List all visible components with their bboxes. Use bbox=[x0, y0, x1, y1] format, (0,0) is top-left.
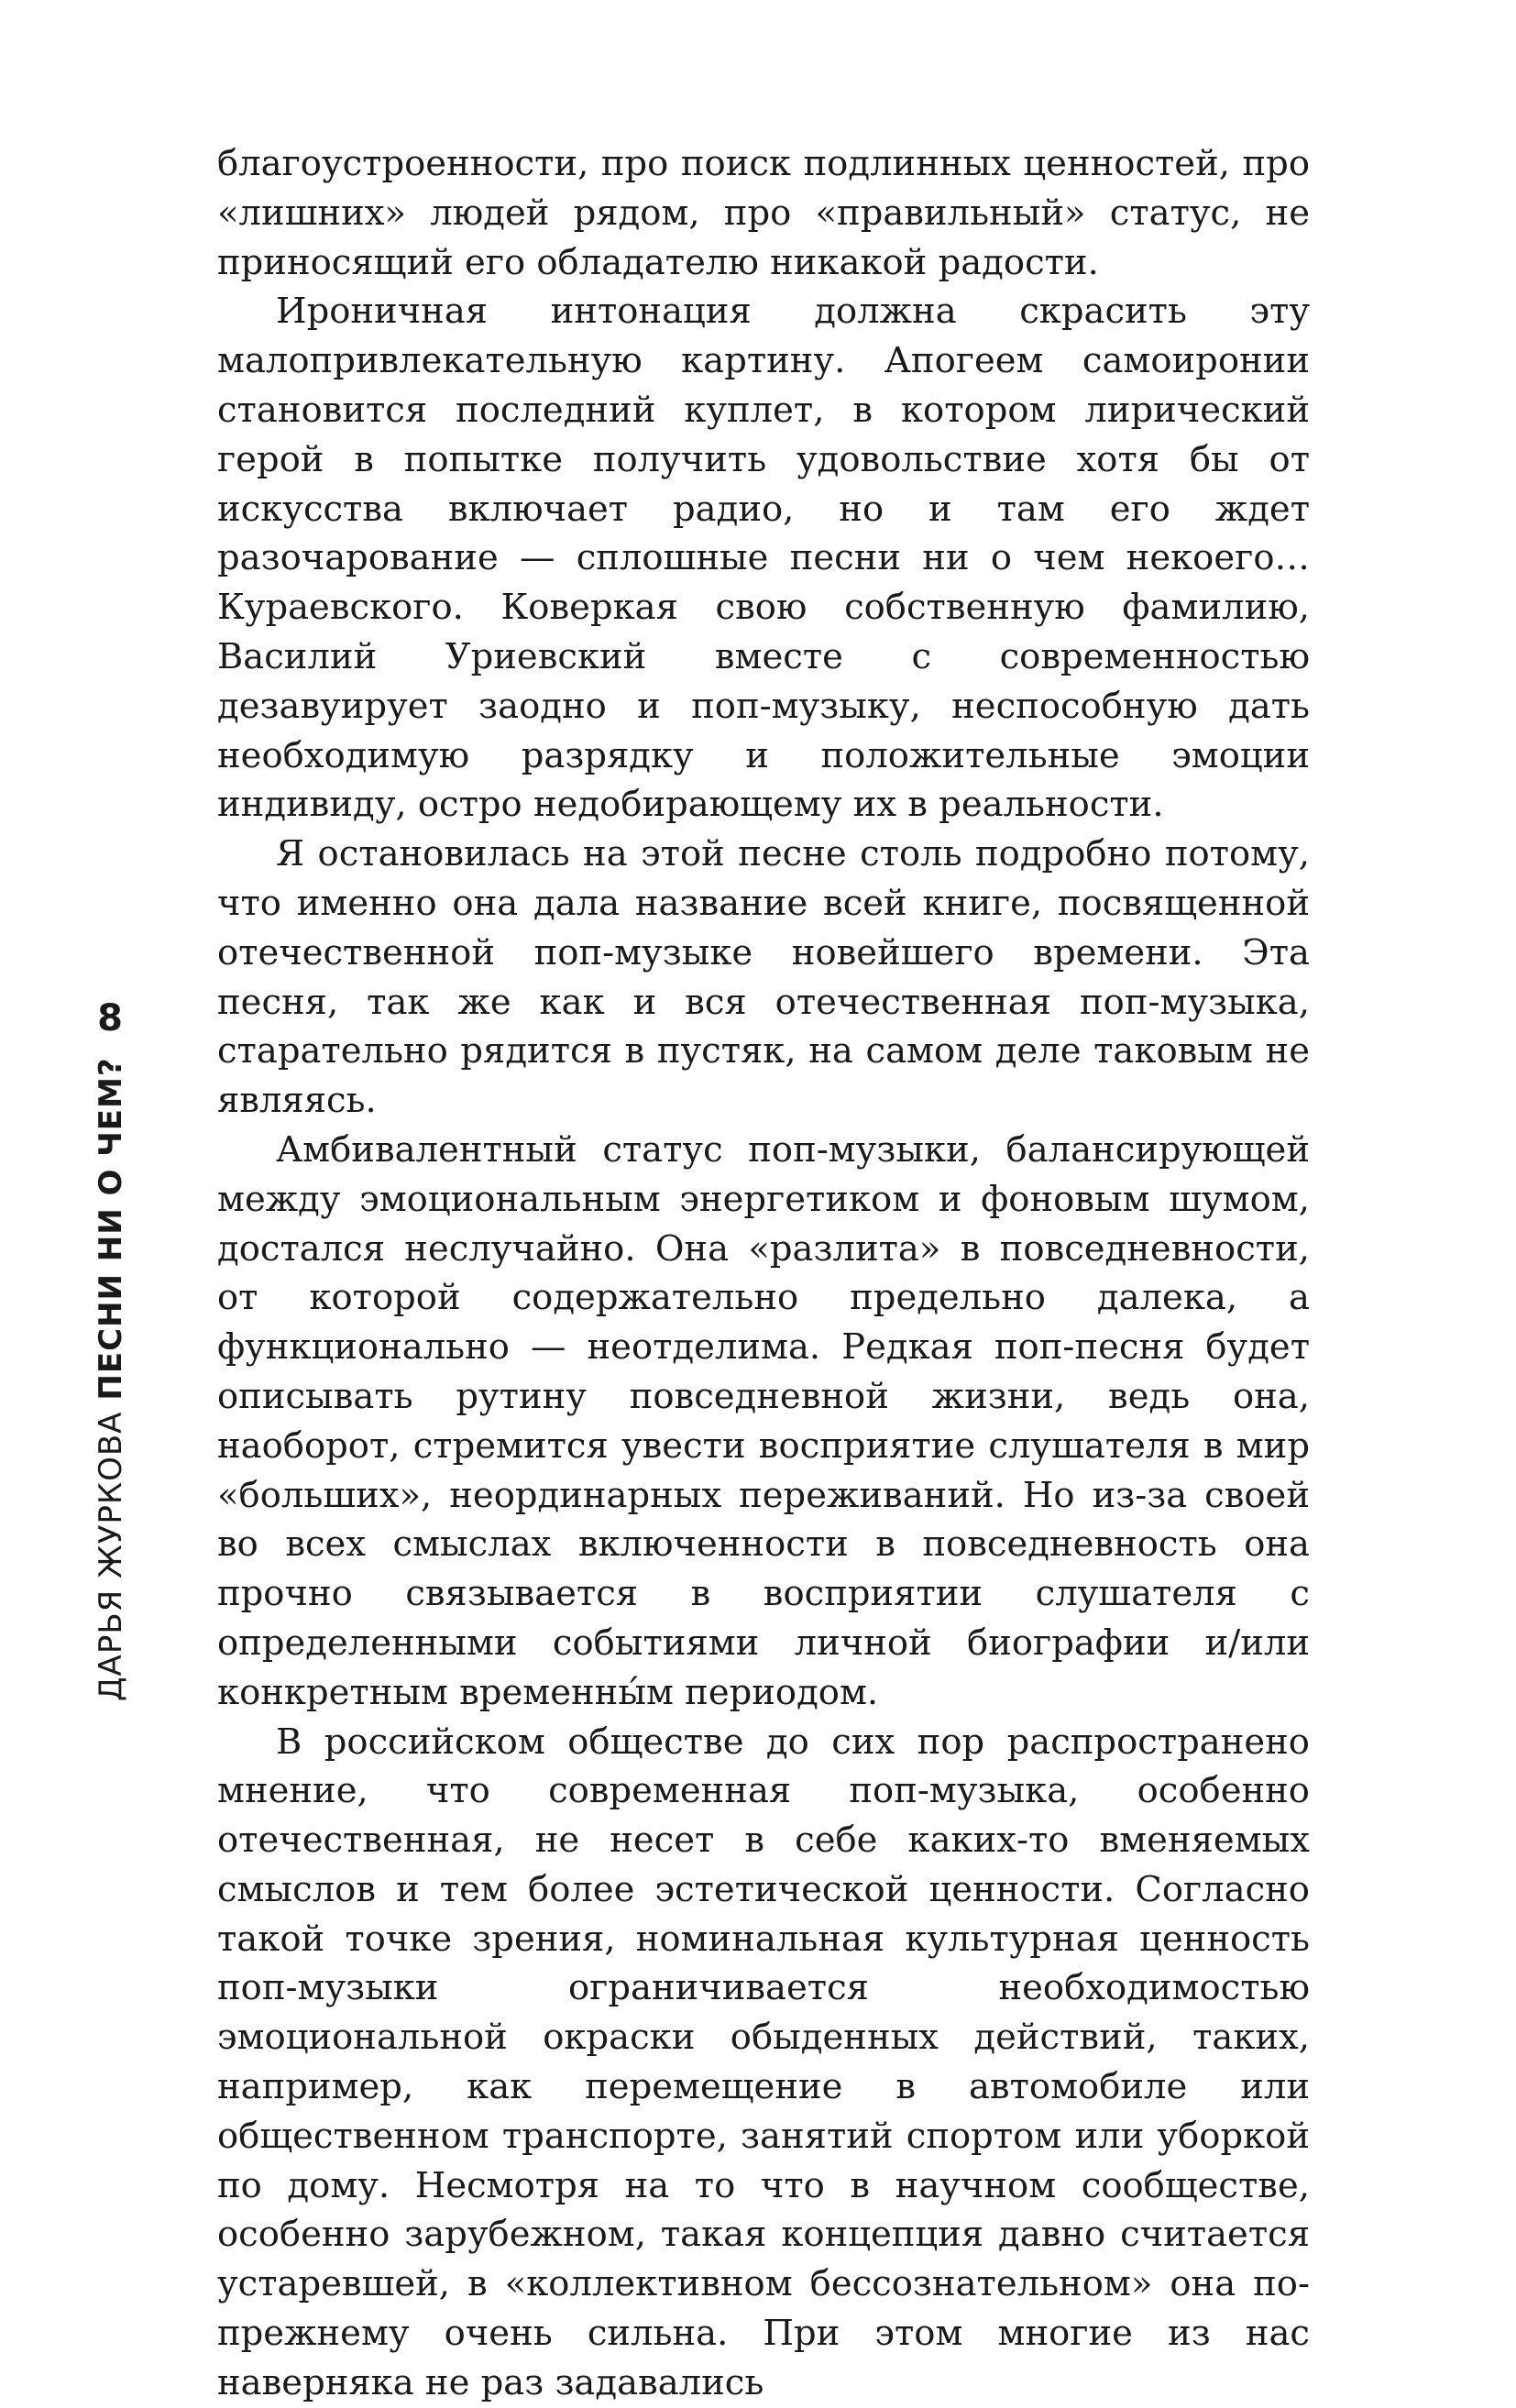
running-head-author: ДАРЬЯ ЖУРКОВА bbox=[93, 1411, 129, 1701]
paragraph: Ироничная интонация должна скрасить эту малопривлекательную картину. Апогеем самоиронии становится последний куплет, в котором лирический герой в попытке получить удовольствие хотя бы от искусства включает радио, но и там его ждет разочарование — сплошные песни ни о чем некоего… Кураевского. Коверкая свою собственную фамилию, Василий Уриевский вместе с современностью дезавуирует заодно и поп-музыку, неспособную дать необходимую разрядку и положительные эмоции индивиду, остро недобирающему их в реальности. bbox=[217, 291, 1310, 826]
paragraph: В российском обществе до сих пор распространено мнение, что современная поп-музыка, особенно отечественная, не несет в себе каких-то вменяемых смыслов и тем более эстетической ценности. Согласно такой точке зрения, номинальная культурная ценность поп-музыки ограничивается необходимостью эмоциональной окраски обыденных действий, таких, например, как перемещение в автомобиле или общественном транспорте, занятий спортом или уборкой по дому. Несмотря на то что в научном сообществе, особенно зарубежном, такая концепция давно считается устаревшей, в «коллективном бессознательном» она по-прежнему очень сильна. При этом многие из нас наверняка не раз задавались bbox=[217, 1721, 1310, 2403]
paragraph: Амбивалентный статус поп-музыки, балансирующей между эмоциональным энергетиком и фоновым шумом, достался неслучайно. Она «разлита» в повседневности, от которой содержательно предельно далека, а функционально — неотделима. Редкая поп-песня будет описывать рутину повседневной жизни, ведь она, наоборот, стремится увести восприятие слушателя в мир «больших», неординарных переживаний. Но из-за своей во всех смыслах включенности в повседневность она прочно связывается в восприятии слушателя с определенными событиями личной биографии и/или конкретным временны́м периодом. bbox=[217, 1128, 1310, 1713]
running-head bbox=[88, 1057, 134, 1701]
paragraph: благоустроенности, про поиск подлинных ценностей, про «лишних» людей рядом, про «правильный» статус, не приносящий его обладателю никакой радости. bbox=[217, 143, 1310, 283]
running-head-title: ПЕСНИ НИ О ЧЕМ? bbox=[93, 1057, 129, 1401]
body-text bbox=[217, 139, 1310, 2408]
paragraph: Я остановилась на этой песне столь подробно потому, что именно она дала название всей книге, посвященной отечественной поп-музыке новейшего времени. Эта песня, так же как и вся отечественная поп-музыка, старательно рядится в пустяк, на самом деле таковым не являясь. bbox=[217, 833, 1310, 1122]
page-number: 8 bbox=[97, 997, 123, 1039]
